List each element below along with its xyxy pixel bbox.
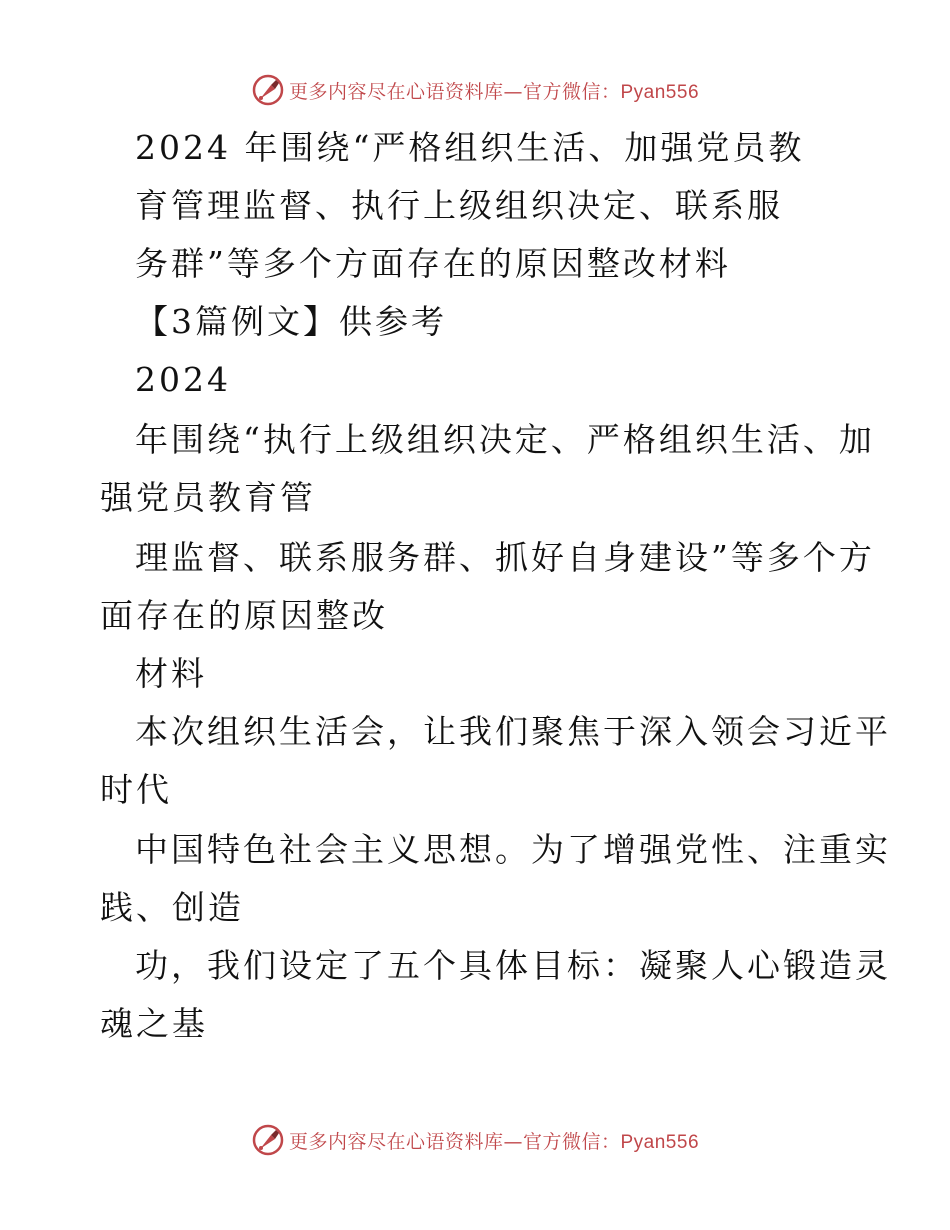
title-line-3: 务群”等多个方面存在的原因整改材料 (135, 244, 731, 283)
paragraph-line: 年围绕“执行上级组织决定、严格组织生活、加 (135, 420, 875, 459)
watermark-id: Pyan556 (620, 1131, 700, 1153)
footer-watermark (0, 1120, 950, 1160)
header-watermark (0, 70, 950, 110)
paragraph-line: 践、创造 (100, 888, 244, 927)
paragraph-line: 中国特色社会主义思想。为了增强党性、注重实 (135, 830, 891, 869)
title-line-2: 育管理监督、执行上级组织决定、联系服 (135, 186, 783, 225)
watermark-text (289, 77, 699, 104)
pen-nib-logo-icon (251, 1123, 285, 1157)
paragraph-line: 理监督、联系服务群、抓好自身建设”等多个方 (135, 538, 875, 577)
watermark-dash: — (503, 80, 523, 103)
watermark-dash: — (503, 1130, 523, 1153)
paragraph-line: 功，我们设定了五个具体目标：凝聚人心锻造灵 (135, 946, 891, 985)
title-line-1: 2024 年围绕“严格组织生活、加强党员教 (135, 128, 805, 167)
paragraph-line: 魂之基 (100, 1004, 208, 1043)
paragraph-line: 时代 (100, 770, 172, 809)
watermark-site: 更多内容尽在心语资料库 (288, 1130, 504, 1153)
paragraph-line: 2024 (135, 360, 231, 399)
watermark-label: 官方微信： (522, 80, 621, 103)
paragraph-line: 材料 (135, 654, 207, 693)
watermark-site: 更多内容尽在心语资料库 (288, 80, 504, 103)
watermark-text (289, 1127, 699, 1154)
pen-nib-logo-icon (251, 73, 285, 107)
paragraph-line: 强党员教育管 (100, 478, 316, 517)
paragraph-line: 面存在的原因整改 (100, 596, 388, 635)
paragraph-line: 本次组织生活会，让我们聚焦于深入领会习近平 (135, 712, 891, 751)
subtitle-line: 【3篇例文】供参考 (135, 302, 447, 341)
watermark-label: 官方微信： (522, 1130, 621, 1153)
watermark-id: Pyan556 (620, 81, 700, 103)
